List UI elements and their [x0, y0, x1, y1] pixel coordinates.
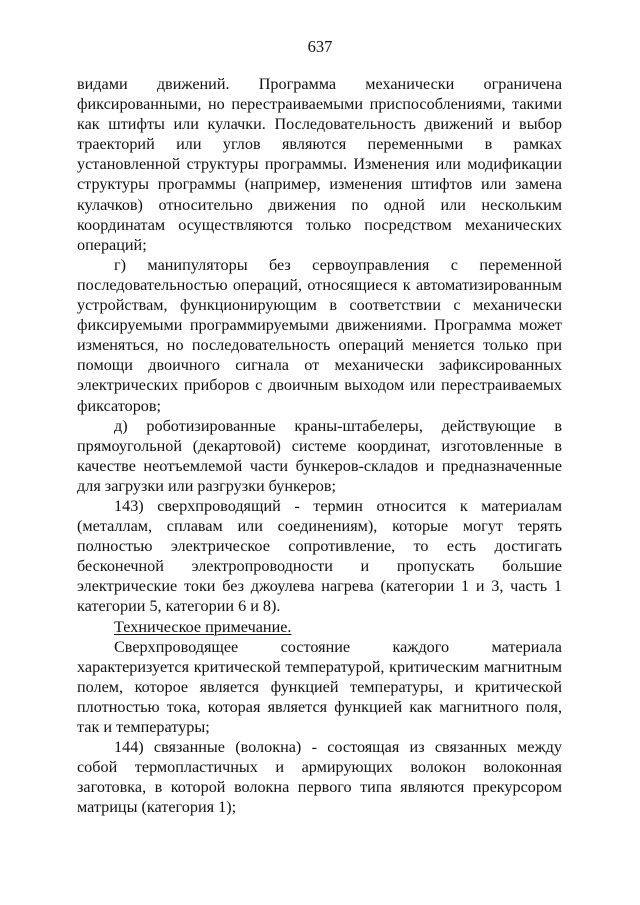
paragraph-item-g: г) манипуляторы без сервоуправления с переменной последовательностью операций, относящиеся к автоматизированным устройствам, функционирующим в соответствии с механически фиксируемыми программируемыми движениями. Программа может изменяться, но последовательность операций меняется только при помощи двоичного сигнала от механически зафиксированных электрических приборов с двоичным выходом или перестраиваемых фиксаторов; — [77, 255, 562, 415]
paragraph-item-143: 143) сверхпроводящий - термин относится к материалам (металлам, сплавам или соединениям), которые могут терять полностью электрическое сопротивление, то есть достигать бесконечной электропроводности и пропускать большие электрические токи без джоулева нагрева (категории 1 и 3, часть 1 категории 5, категории 6 и 8). — [77, 496, 562, 616]
page-number: 637 — [307, 37, 333, 56]
technical-note-title — [77, 617, 562, 637]
document-body — [77, 74, 562, 817]
paragraph-item-144: 144) связанные (волокна) - состоящая из связанных между собой термопластичных и армирующих волокон волоконная заготовка, в которой волокна первого типа являются прекурсором матрицы (категория 1); — [77, 738, 562, 817]
technical-note-title-text: Техническое примечание. — [114, 617, 292, 636]
technical-note-body: Сверхпроводящее состояние каждого материала характеризуется критической температурой, критическим магнитным полем, которое является функцией температуры, и критической плотностью тока, которая является функцией как магнитного поля, так и температуры; — [77, 637, 562, 736]
paragraph-item-d: д) роботизированные краны-штабелеры, действующие в прямоугольной (декартовой) системе координат, изготовленные в качестве неотъемлемой части бункеров-складов и предназначенные для загрузки или разгрузки бункеров; — [77, 416, 562, 495]
paragraph-continuation: видами движений. Программа механически ограничена фиксированными, но перестраиваемыми приспособлениями, такими как штифты или кулачки. Последовательность движений и выбор траекторий или углов являются переменными в рамках установленной структуры программы. Изменения или модификации структуры программы (например, изменения штифтов или замена кулачков) относительно движения по одной или нескольким координатам осуществляются только посредством механических операций; — [77, 75, 562, 254]
